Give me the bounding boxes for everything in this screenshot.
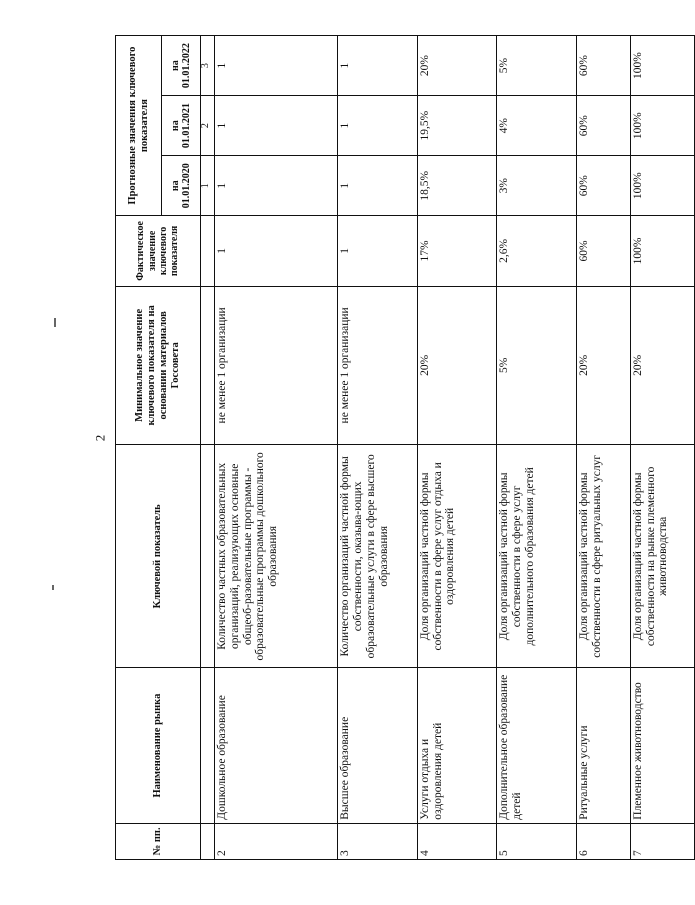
header-min-value: Минимальное значение ключевого показателя на основании материалов Госсовета: [116, 286, 201, 445]
actual-value: 60%: [576, 216, 630, 286]
forecast-2022: 60%: [576, 36, 630, 96]
forecast-2022: 1: [338, 36, 418, 96]
actual-value: 2,6%: [497, 216, 577, 286]
forecast-2020: 100%: [630, 156, 694, 216]
actual-value: 1: [214, 216, 337, 286]
forecast-2020: 1: [214, 156, 337, 216]
market-name: Племенное животноводство: [630, 668, 694, 823]
header-date-2021: на 01.01.2021: [162, 96, 201, 156]
column-number: 1: [200, 156, 214, 216]
row-number: 3: [338, 823, 418, 859]
header-num: № пп.: [116, 823, 201, 859]
min-value: 20%: [576, 286, 630, 445]
row-number: 4: [417, 823, 497, 859]
indicator-name: Доля организаций частной формы собственности в сфере ритуальных услуг: [576, 445, 630, 668]
forecast-2022: 20%: [417, 36, 497, 96]
row-number: 5: [497, 823, 577, 859]
market-name: Дошкольное образование: [214, 668, 337, 823]
forecast-2021: 4%: [497, 96, 577, 156]
indicator-name: Количество организаций частной формы собственности, оказыва-ющих образовательные услуги в сфере высшего образования: [338, 445, 418, 668]
column-number: 2: [200, 96, 214, 156]
forecast-2020: 3%: [497, 156, 577, 216]
actual-value: 17%: [417, 216, 497, 286]
forecast-2020: 18,5%: [417, 156, 497, 216]
forecast-2021: 100%: [630, 96, 694, 156]
forecast-2021: 19,5%: [417, 96, 497, 156]
market-name: Дополнительное образование детей: [497, 668, 577, 823]
forecast-2020: 60%: [576, 156, 630, 216]
header-indicator: Ключевой показатель: [116, 445, 201, 668]
min-value: 20%: [630, 286, 694, 445]
page-number: 2: [92, 434, 108, 442]
scan-speck: [52, 585, 54, 590]
forecast-2021: 1: [338, 96, 418, 156]
indicator-name: Доля организаций частной формы собственности в сфере услуг отдыха и оздоровления детей: [417, 445, 497, 668]
header-date-2020: на 01.01.2020: [162, 156, 201, 216]
forecast-2021: 60%: [576, 96, 630, 156]
forecast-2022: 5%: [497, 36, 577, 96]
key-indicators-table: [115, 35, 695, 860]
row-number: 2: [214, 823, 337, 859]
scan-speck: [54, 318, 56, 327]
row-number: 7: [630, 823, 694, 859]
min-value: не менее 1 организации: [338, 286, 418, 445]
forecast-2022: 1: [214, 36, 337, 96]
min-value: 5%: [497, 286, 577, 445]
min-value: не менее 1 организации: [214, 286, 337, 445]
header-market: Наименование рынка: [116, 668, 201, 823]
market-name: Услуги отдыха и оздоровления детей: [417, 668, 497, 823]
rotated-table-container: [115, 35, 695, 860]
forecast-2021: 1: [214, 96, 337, 156]
min-value: 20%: [417, 286, 497, 445]
column-number: 3: [200, 36, 214, 96]
market-name: Высшее образование: [338, 668, 418, 823]
indicator-name: Доля организаций частной формы собственности в сфере услуг дополнительного образования детей: [497, 445, 577, 668]
header-actual-value: Фактическое значение ключевого показателя: [116, 216, 201, 286]
actual-value: 100%: [630, 216, 694, 286]
indicator-name: Количество частных образовательных организаций, реализующих основные общеоб-разовательные программы - образовательные программы дошкольного образования: [214, 445, 337, 668]
actual-value: 1: [338, 216, 418, 286]
forecast-2022: 100%: [630, 36, 694, 96]
table-row: [338, 36, 418, 860]
indicator-name: Доля организаций частной формы собственности на рынке племенного животноводства: [630, 445, 694, 668]
forecast-2020: 1: [338, 156, 418, 216]
market-name: Ритуальные услуги: [576, 668, 630, 823]
table-row: [630, 36, 694, 860]
header-forecast: Прогнозные значения ключевого показателя: [116, 36, 162, 216]
table-row: [417, 36, 497, 860]
row-number: 6: [576, 823, 630, 859]
table-row: [497, 36, 577, 860]
header-date-2022: на 01.01.2022: [162, 36, 201, 96]
table-row: [214, 36, 337, 860]
table-row: [576, 36, 630, 860]
